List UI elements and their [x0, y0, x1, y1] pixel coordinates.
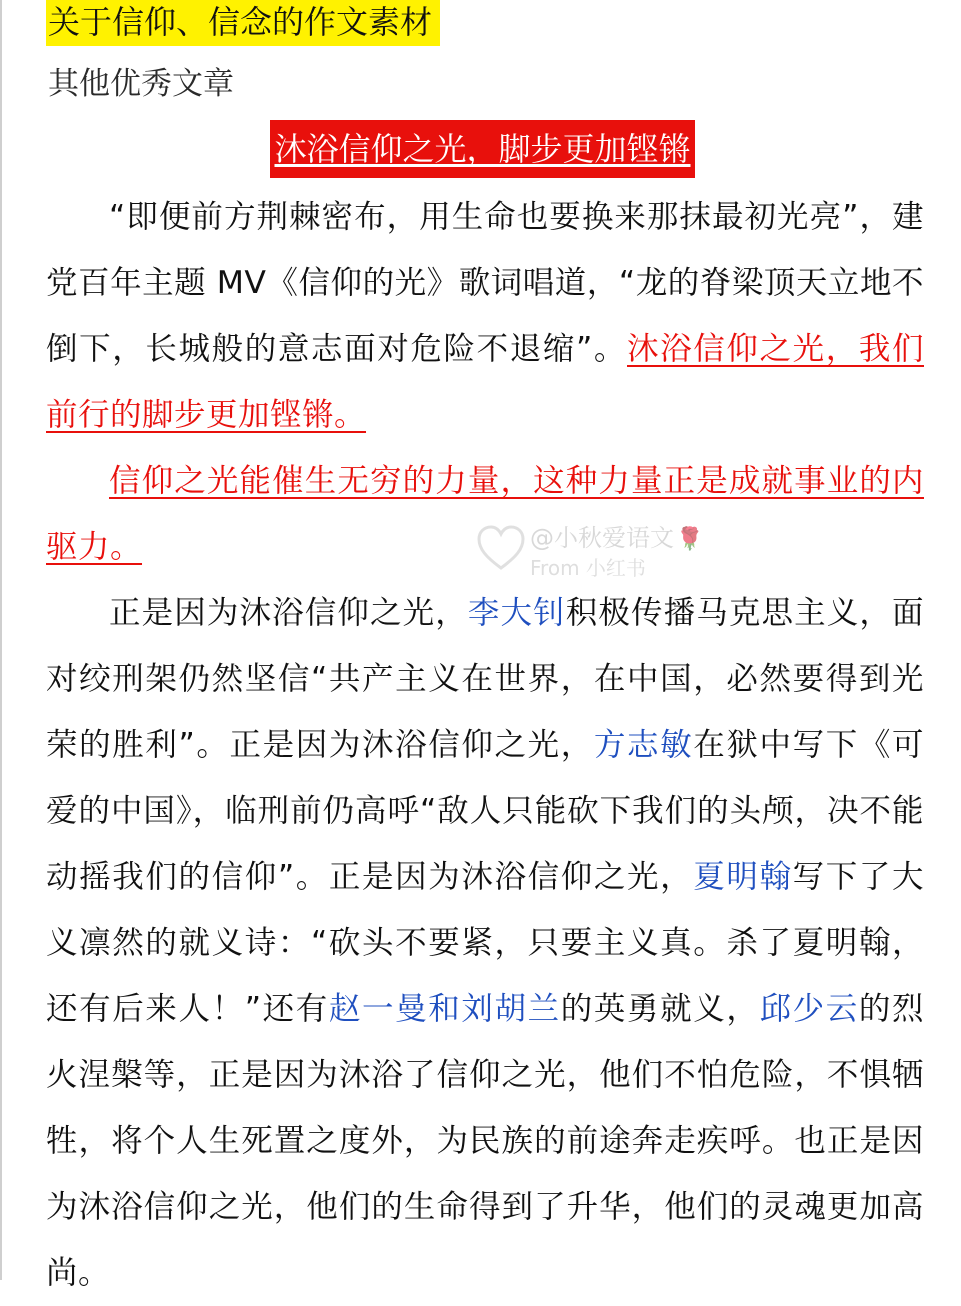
paragraph-3-text-4: 写下了大义凛然的就义诗：“砍头不要紧，只要主义真。杀了夏明翰，还有后来人！”还有 [46, 859, 924, 1027]
heart-icon [476, 524, 526, 572]
paragraph-1-text: “即便前方荆棘密布，用生命也要换来那抹最初光亮”，建党百年主题 MV《信仰的光》歌词唱道，“龙的脊梁顶天立地不倒下，长城般的意志面对危险不退缩”。 [46, 199, 924, 367]
watermark-source: From 小红书 [530, 556, 646, 580]
paragraph-3-text-1: 正是因为沐浴信仰之光， [109, 595, 468, 631]
rose-icon: 🌹 [676, 527, 704, 552]
name-xia-minghan: 夏明翰 [693, 859, 793, 895]
paragraph-3-text-2: 积极传播马克思主义，面对绞刑架仍然坚信“共产主义在世界，在中国，必然要得到光荣的胜利”。正是因为沐浴信仰之光， [46, 595, 924, 763]
paragraph-2-emphasis: 信仰之光能催生无穷的力量，这种力量正是成就事业的内驱力。 [46, 463, 924, 565]
title-wrapper [2, 120, 961, 178]
name-qiu-shaoyun: 邱少云 [759, 991, 859, 1027]
paragraph-3-text-3: 在狱中写下《可爱的中国》，临刑前仍高呼“敌人只能砍下我们的头颅，决不能动摇我们的信仰”。正是因为沐浴信仰之光， [46, 727, 924, 895]
watermark-handle [530, 524, 703, 554]
article-body [46, 184, 924, 1306]
paragraph-1 [46, 184, 924, 448]
paragraph-3-text-6: 的烈火涅槃等，正是因为沐浴了信仰之光，他们不怕危险，不惧牺牲，将个人生死置之度外，为民族的前途奔走疾呼。也正是因为沐浴信仰之光，他们的生命得到了升华，他们的灵魂更加高尚。 [46, 991, 924, 1291]
article-title: 沐浴信仰之光，脚步更加铿锵 [270, 120, 694, 178]
watermark [476, 520, 736, 590]
name-zhao-yiman-liu-hulan: 赵一曼和刘胡兰 [328, 991, 561, 1027]
name-li-dazhao: 李大钊 [467, 595, 566, 631]
paragraph-3 [46, 580, 924, 1306]
name-fang-zhimin: 方志敏 [593, 727, 694, 763]
watermark-handle-text: @小秋爱语文 [530, 524, 674, 552]
paragraph-1-emphasis: 沐浴信仰之光，我们前行的脚步更加铿锵。 [46, 331, 924, 433]
paragraph-3-text-5: 的英勇就义， [560, 991, 760, 1027]
topic-heading: 关于信仰、信念的作文素材 [46, 0, 440, 46]
subtopic-heading: 其他优秀文章 [48, 66, 234, 102]
